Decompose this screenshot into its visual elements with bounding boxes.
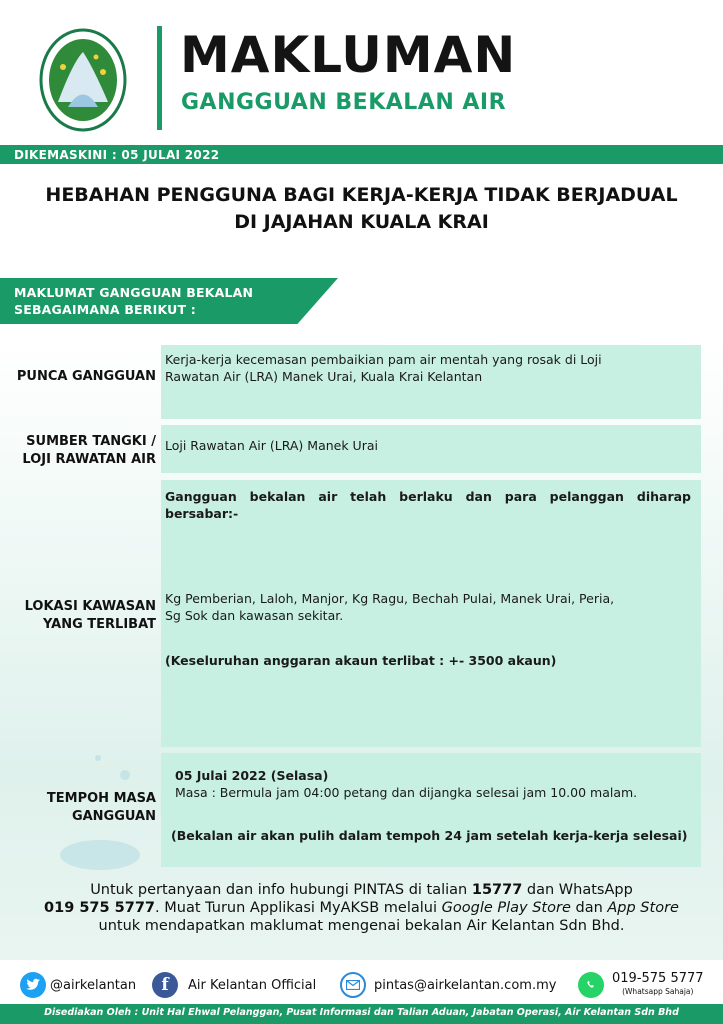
water-droplet bbox=[95, 755, 101, 761]
page-title: MAKLUMAN bbox=[180, 26, 517, 84]
google-play-link[interactable]: Google Play Store bbox=[441, 900, 571, 916]
page-subtitle: GANGGUAN BEKALAN AIR bbox=[181, 90, 507, 115]
pintas-hotline[interactable]: 15777 bbox=[471, 882, 523, 898]
location-intro-1: Gangguan bekalan air telah berlaku dan para pelanggan diharap bbox=[165, 489, 691, 504]
ribbon-line-1: MAKLUMAT GANGGUAN BEKALAN bbox=[14, 285, 254, 300]
source-label-line-2: LOJI RAWATAN AIR bbox=[22, 452, 156, 467]
water-droplet bbox=[120, 770, 130, 780]
duration-label bbox=[4, 790, 156, 826]
updated-date: DIKEMASKINI : 05 JULAI 2022 bbox=[14, 148, 220, 162]
cause-box bbox=[161, 345, 701, 419]
info-line-2-and: dan bbox=[570, 900, 608, 916]
whatsapp-contact[interactable] bbox=[578, 972, 704, 998]
app-store-link[interactable]: App Store bbox=[607, 900, 679, 916]
facebook-icon: f bbox=[152, 972, 178, 998]
announcement-headline bbox=[0, 182, 723, 236]
duration-box bbox=[161, 753, 701, 867]
headline-line-1: HEBAHAN PENGGUNA BAGI KERJA-KERJA TIDAK BERJADUAL bbox=[45, 184, 678, 206]
duration-restore: (Bekalan air akan pulih dalam tempoh 24 jam setelah kerja-kerja selesai) bbox=[171, 828, 688, 843]
whatsapp-note: (Whatsapp Sahaja) bbox=[622, 987, 694, 996]
source-label bbox=[4, 433, 156, 469]
email-address: pintas@airkelantan.com.my bbox=[374, 977, 557, 993]
source-label-line-1: SUMBER TANGKI / bbox=[26, 434, 156, 449]
location-label-line-1: LOKASI KAWASAN bbox=[24, 599, 156, 614]
location-intro-2: bersabar:- bbox=[165, 506, 239, 521]
headline-line-2: DI JAJAHAN KUALA KRAI bbox=[234, 211, 489, 233]
info-line-2-text: . Muat Turun Applikasi MyAKSB melalui bbox=[155, 900, 442, 916]
duration-label-line-1: TEMPOH MASA bbox=[46, 791, 156, 806]
whatsapp-number[interactable]: 019 575 5777 bbox=[44, 900, 156, 916]
water-splash bbox=[60, 840, 140, 870]
info-line-1-end: dan WhatsApp bbox=[522, 882, 633, 898]
cause-label: PUNCA GANGGUAN bbox=[16, 369, 156, 384]
ribbon-line-2: SEBAGAIMANA BERIKUT : bbox=[14, 302, 196, 317]
duration-date: 05 Julai 2022 (Selasa) bbox=[175, 768, 329, 783]
twitter-handle: @airkelantan bbox=[50, 977, 137, 993]
location-accounts: (Keseluruhan anggaran akaun terlibat : +- 3500 akaun) bbox=[165, 653, 557, 668]
cause-line-1: Kerja-kerja kecemasan pembaikian pam air mentah yang rosak di Loji bbox=[165, 352, 602, 367]
info-line-1-text: Untuk pertanyaan dan info hubungi PINTAS di talian bbox=[90, 882, 472, 898]
whatsapp-phone: 019-575 5777 bbox=[612, 971, 704, 986]
mail-icon bbox=[340, 972, 366, 998]
location-label bbox=[4, 598, 156, 634]
duration-label-line-2: GANGGUAN bbox=[71, 809, 156, 824]
twitter-icon bbox=[20, 972, 46, 998]
twitter-contact[interactable] bbox=[20, 972, 136, 998]
cause-line-2: Rawatan Air (LRA) Manek Urai, Kuala Krai Kelantan bbox=[165, 369, 483, 384]
info-line-3: untuk mendapatkan maklumat mengenai bekalan Air Kelantan Sdn Bhd. bbox=[98, 918, 625, 934]
prepared-by-text: Disediakan Oleh : Unit Hal Ehwal Pelanggan, Pusat Informasi dan Talian Aduan, Jabatan Operasi, Air Kelantan Sdn Bhd bbox=[44, 1007, 679, 1018]
email-contact[interactable] bbox=[340, 972, 556, 998]
location-label-line-2: YANG TERLIBAT bbox=[42, 617, 156, 632]
contact-info bbox=[0, 881, 723, 935]
section-ribbon-text bbox=[14, 284, 253, 318]
whatsapp-icon bbox=[578, 972, 604, 998]
company-logo bbox=[38, 22, 128, 132]
duration-time: Masa : Bermula jam 04:00 petang dan dijangka selesai jam 10.00 malam. bbox=[175, 785, 638, 800]
location-areas-2: Sg Sok dan kawasan sekitar. bbox=[165, 608, 344, 623]
source-box bbox=[161, 425, 701, 473]
source-value: Loji Rawatan Air (LRA) Manek Urai bbox=[165, 438, 378, 453]
location-areas-1: Kg Pemberian, Laloh, Manjor, Kg Ragu, Bechah Pulai, Manek Urai, Peria, bbox=[165, 591, 615, 606]
facebook-contact[interactable] bbox=[152, 972, 316, 998]
location-box bbox=[161, 480, 701, 747]
facebook-name: Air Kelantan Official bbox=[188, 977, 317, 993]
header-divider bbox=[157, 26, 162, 130]
